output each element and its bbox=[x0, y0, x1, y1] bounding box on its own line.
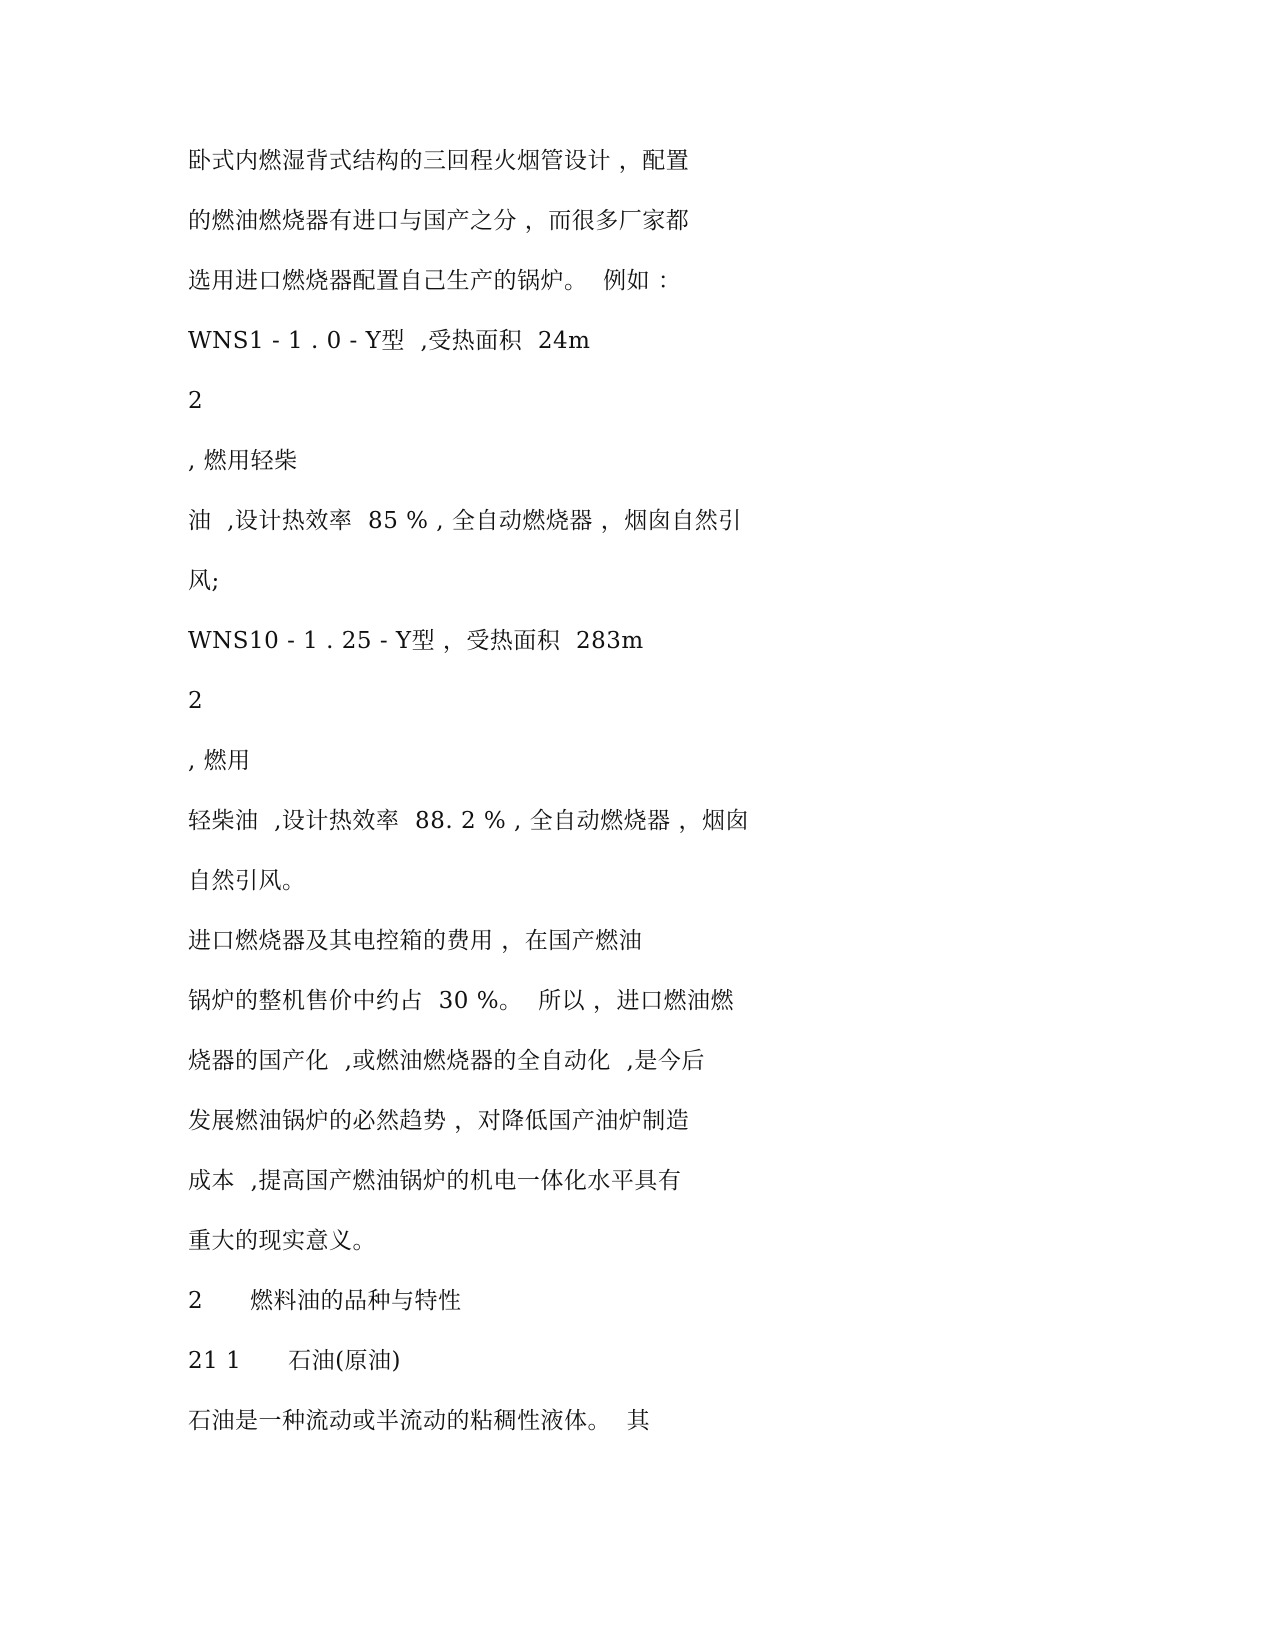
text-line: , 燃用轻柴 bbox=[188, 448, 298, 474]
superscript-line: 2 bbox=[188, 688, 204, 714]
text-line: 石油是一种流动或半流动的粘稠性液体。 其 bbox=[188, 1408, 651, 1434]
text-line: 油 ,设计热效率 85 % , 全自动燃烧器 ，烟囱自然引 bbox=[188, 508, 742, 534]
text-line: 卧式内燃湿背式结构的三回程火烟管设计 ，配置 bbox=[188, 148, 690, 174]
text-line: 自然引风。 bbox=[188, 868, 306, 894]
subsection-heading: 21 1 石油(原油) bbox=[188, 1348, 402, 1374]
text-line: 轻柴油 ,设计热效率 88. 2 % , 全自动燃烧器 ，烟囱 bbox=[188, 808, 749, 834]
text-line: 发展燃油锅炉的必然趋势 ，对降低国产油炉制造 bbox=[188, 1108, 690, 1134]
text-line: , 燃用 bbox=[188, 748, 251, 774]
text-line: 选用进口燃烧器配置自己生产的锅炉。 例如 ： bbox=[188, 268, 682, 294]
text-line: 风; bbox=[188, 568, 220, 594]
text-line: 重大的现实意义。 bbox=[188, 1228, 376, 1254]
text-line: 进口燃烧器及其电控箱的费用 ，在国产燃油 bbox=[188, 928, 643, 954]
text-line: 锅炉的整机售价中约占 30 %。 所以 ，进口燃油燃 bbox=[188, 988, 734, 1014]
body-text bbox=[188, 146, 788, 1466]
text-line: 的燃油燃烧器有进口与国产之分 ，而很多厂家都 bbox=[188, 208, 690, 234]
model-spec-line: WNS1 - 1 . 0 - Y型 ,受热面积 24m bbox=[188, 328, 591, 354]
model-spec-line: WNS10 - 1 . 25 - Y型 ，受热面积 283m bbox=[188, 628, 644, 654]
text-line: 烧器的国产化 ,或燃油燃烧器的全自动化 ,是今后 bbox=[188, 1048, 705, 1074]
text-line: 成本 ,提高国产燃油锅炉的机电一体化水平具有 bbox=[188, 1168, 682, 1194]
section-heading: 2 燃料油的品种与特性 bbox=[188, 1288, 462, 1314]
superscript-line: 2 bbox=[188, 388, 204, 414]
